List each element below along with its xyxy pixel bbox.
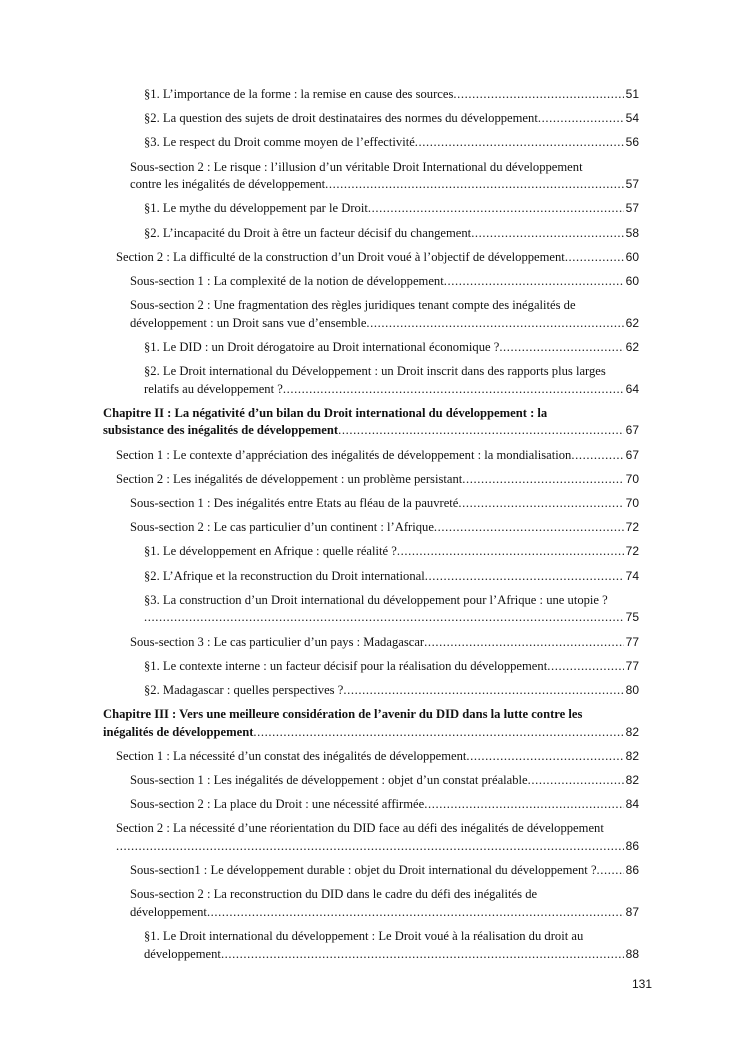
toc-entry[interactable] — [144, 134, 639, 152]
table-of-contents — [103, 86, 639, 970]
dot-leader — [547, 658, 623, 676]
dot-leader — [444, 273, 624, 291]
toc-entry-text: développement — [144, 946, 221, 961]
dot-leader — [434, 519, 624, 537]
dot-leader — [424, 796, 623, 814]
toc-entry[interactable] — [144, 543, 639, 561]
toc-entry[interactable] — [130, 297, 639, 332]
toc-page-number: 57 — [625, 201, 639, 216]
dot-leader — [424, 634, 624, 652]
toc-page-number: 62 — [625, 339, 639, 354]
toc-entry[interactable] — [116, 447, 639, 465]
dot-leader — [462, 471, 623, 489]
toc-page-number: 87 — [625, 905, 639, 919]
toc-entry-text: §3. Le respect du Droit comme moyen de l’effectivité — [144, 135, 415, 150]
toc-entry[interactable] — [116, 748, 639, 766]
toc-entry-text: Sous-section 2 : La place du Droit : une nécessité affirmée — [130, 797, 425, 812]
toc-page-number: 86 — [625, 863, 639, 878]
toc-entry-text: §1. L’importance de la forme : la remise en cause des sources — [144, 87, 454, 101]
toc-entry[interactable] — [130, 772, 639, 790]
toc-entry-text: §2. L’incapacité du Droit à être un facteur décisif du changement — [144, 225, 472, 240]
toc-page-number: 56 — [625, 135, 639, 150]
toc-entry-text: Sous-section 2 : Une fragmentation des règles juridiques tenant compte des inégalités de — [130, 298, 576, 313]
toc-page-number: 72 — [625, 520, 639, 535]
toc-entry-text: Section 2 : Les inégalités de développement : un problème persistant — [116, 471, 463, 486]
toc-page-number: 67 — [625, 447, 639, 462]
toc-page-number: 70 — [625, 496, 639, 510]
dot-leader — [221, 946, 624, 964]
toc-page-number: 72 — [625, 544, 639, 559]
toc-entry-text: Section 1 : La nécessité d’un constat des inégalités de développement — [116, 748, 467, 763]
dot-leader — [528, 772, 624, 790]
toc-page-number: 77 — [625, 634, 639, 649]
dot-leader — [253, 724, 623, 742]
toc-entry-text: Sous-section 2 : Le cas particulier d’un continent : l’Afrique — [130, 520, 434, 535]
toc-entry[interactable] — [130, 796, 639, 814]
toc-entry-text: subsistance des inégalités de développement — [103, 423, 339, 438]
dot-leader — [368, 200, 624, 218]
dot-leader — [453, 86, 623, 104]
toc-entry[interactable] — [144, 682, 639, 700]
dot-leader — [458, 495, 623, 513]
toc-entry[interactable] — [130, 273, 639, 291]
toc-entry-text: contre les inégalités de développement — [130, 177, 326, 192]
toc-page-number: 77 — [625, 658, 639, 673]
dot-leader — [325, 176, 624, 194]
dot-leader — [283, 381, 624, 399]
dot-leader — [116, 838, 624, 856]
dot-leader — [571, 447, 623, 465]
toc-page-number: 64 — [625, 381, 639, 396]
toc-entry-text: développement : un Droit sans vue d’ensemble — [130, 315, 367, 330]
dot-leader — [207, 904, 624, 922]
toc-page-number: 82 — [625, 748, 639, 763]
toc-entry-text: §1. Le Droit international du développement : Le Droit voué à la réalisation du droit au — [144, 929, 584, 944]
toc-entry[interactable] — [144, 86, 639, 104]
toc-page-number: 58 — [625, 225, 639, 240]
toc-page-number: 74 — [625, 568, 639, 583]
toc-entry-text: §2. Le Droit international du Développement : un Droit inscrit dans des rapports plus larges — [144, 364, 606, 379]
toc-entry[interactable] — [144, 339, 639, 357]
toc-page-number: 88 — [625, 946, 639, 961]
toc-entry-text: Chapitre II : La négativité d’un bilan du Droit international du développement : la — [103, 405, 548, 420]
toc-entry[interactable] — [144, 568, 639, 586]
toc-entry-text: Sous-section1 : Le développement durable : objet du Droit international du développement ? — [130, 863, 597, 878]
toc-page-number: 82 — [625, 773, 639, 788]
toc-entry[interactable] — [144, 658, 639, 676]
dot-leader — [366, 315, 623, 333]
dot-leader — [466, 748, 623, 766]
toc-entry-text: Sous-section 1 : La complexité de la notion de développement — [130, 273, 444, 288]
toc-entry-text: Sous-section 2 : La reconstruction du DID dans le cadre du défi des inégalités de — [130, 887, 538, 902]
toc-entry-text: Sous-section 3 : Le cas particulier d’un pays : Madagascar — [130, 634, 425, 649]
dot-leader — [499, 339, 623, 357]
toc-entry[interactable] — [144, 928, 639, 963]
dot-leader — [397, 543, 624, 561]
dot-leader — [343, 682, 623, 700]
toc-entry-text: §2. L’Afrique et la reconstruction du Droit international — [144, 568, 425, 583]
toc-page-number: 62 — [625, 315, 639, 330]
dot-leader — [144, 609, 624, 627]
toc-entry-text: §1. Le contexte interne : un facteur décisif pour la réalisation du développement — [144, 658, 548, 673]
toc-entry-text: §1. Le DID : un Droit dérogatoire au Droit international économique ? — [144, 339, 500, 354]
toc-page-number: 86 — [625, 839, 639, 854]
toc-entry[interactable] — [130, 519, 639, 537]
toc-page-number: 80 — [625, 682, 639, 697]
toc-entry[interactable] — [144, 110, 639, 128]
toc-entry-text: inégalités de développement — [103, 724, 254, 739]
dot-leader — [425, 568, 624, 586]
toc-entry[interactable] — [144, 225, 639, 243]
toc-chapter-entry[interactable] — [103, 706, 639, 741]
toc-entry[interactable] — [116, 249, 639, 267]
toc-entry-text: Section 2 : La difficulté de la construction d’un Droit voué à l’objectif de développement — [116, 249, 565, 264]
toc-page-number: 82 — [625, 724, 639, 739]
toc-entry[interactable] — [130, 862, 639, 880]
toc-entry-text: Sous-section 2 : Le risque : l’illusion d’un véritable Droit International du développement — [130, 159, 583, 174]
toc-entry-text: §2. Madagascar : quelles perspectives ? — [144, 682, 344, 697]
dot-leader — [538, 110, 624, 128]
toc-entry[interactable] — [130, 159, 639, 194]
toc-entry-text: Sous-section 1 : Des inégalités entre Etats au fléau de la pauvreté — [130, 496, 459, 510]
dot-leader — [565, 249, 624, 267]
toc-page-number: 84 — [625, 797, 639, 812]
toc-entry-text: développement — [130, 905, 207, 919]
toc-page-number: 57 — [625, 177, 639, 192]
toc-page-number: 70 — [625, 471, 639, 486]
dot-leader — [597, 862, 624, 880]
toc-entry-text: §2. La question des sujets de droit destinataires des normes du développement — [144, 111, 538, 126]
dot-leader — [415, 134, 624, 152]
toc-entry[interactable] — [116, 820, 639, 855]
toc-entry-text: §1. Le mythe du développement par le Droit — [144, 201, 368, 216]
toc-entry-text: Section 1 : Le contexte d’appréciation des inégalités de développement : la mondialisation — [116, 447, 572, 462]
dot-leader — [471, 225, 623, 243]
toc-entry-text: relatifs au développement ? — [144, 381, 283, 396]
toc-entry[interactable] — [144, 592, 639, 627]
toc-page-number: 75 — [625, 610, 639, 625]
toc-entry[interactable] — [116, 471, 639, 489]
toc-entry[interactable] — [130, 886, 639, 921]
dot-leader — [338, 422, 624, 440]
toc-page-number: 60 — [625, 273, 639, 288]
toc-entry-text: Sous-section 1 : Les inégalités de développement : objet d’un constat préalable — [130, 773, 528, 788]
toc-page-number: 51 — [625, 87, 639, 101]
toc-entry[interactable] — [130, 634, 639, 652]
page-number: 131 — [631, 977, 652, 991]
toc-entry[interactable] — [130, 495, 639, 513]
toc-entry-text: Section 2 : La nécessité d’une réorientation du DID face au défi des inégalités de développement — [116, 821, 604, 836]
toc-page-number: 60 — [625, 249, 639, 264]
toc-entry-text: §3. La construction d’un Droit international du développement pour l’Afrique : une utopie ? — [144, 592, 608, 607]
toc-page-number: 67 — [625, 423, 639, 438]
toc-page-number: 54 — [625, 111, 639, 126]
toc-entry-text: Chapitre III : Vers une meilleure considération de l’avenir du DID dans la lutte contre les — [103, 707, 583, 722]
toc-entry-text: §1. Le développement en Afrique : quelle réalité ? — [144, 544, 397, 559]
toc-entry[interactable] — [144, 200, 639, 218]
toc-entry[interactable] — [144, 363, 639, 398]
toc-chapter-entry[interactable] — [103, 405, 639, 440]
